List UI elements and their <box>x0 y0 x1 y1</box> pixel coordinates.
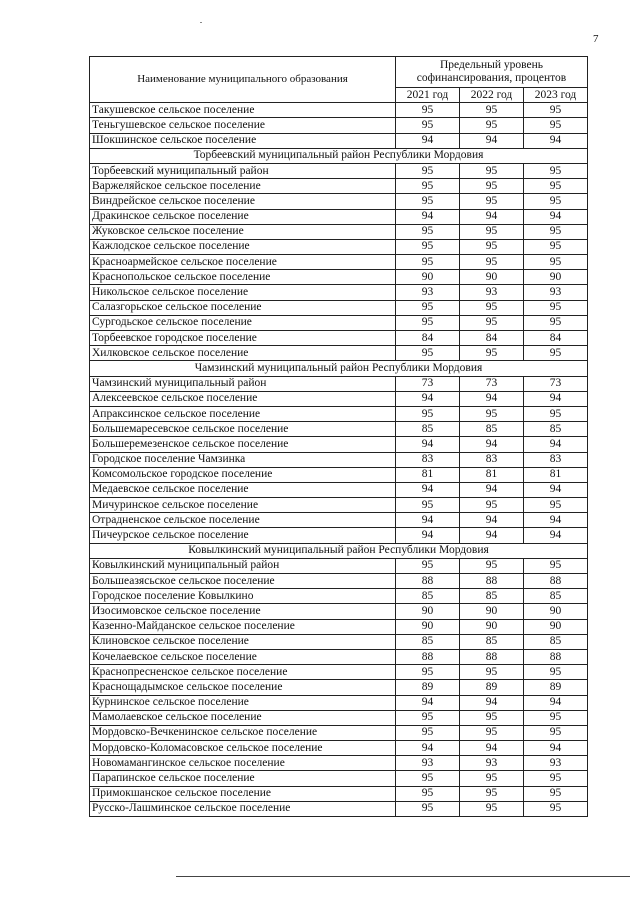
value-2023: 94 <box>524 695 588 710</box>
value-2021: 95 <box>396 498 460 513</box>
table-row <box>90 118 588 133</box>
value-2022: 95 <box>460 255 524 270</box>
value-2021: 94 <box>396 482 460 497</box>
value-2021: 95 <box>396 406 460 421</box>
municipality-name: Красноармейское сельское поселение <box>90 255 396 270</box>
value-2021: 81 <box>396 467 460 482</box>
value-2021: 90 <box>396 619 460 634</box>
value-2023: 95 <box>524 118 588 133</box>
value-2022: 94 <box>460 133 524 148</box>
value-2022: 93 <box>460 285 524 300</box>
value-2021: 95 <box>396 315 460 330</box>
value-2023: 85 <box>524 422 588 437</box>
value-2023: 95 <box>524 194 588 209</box>
municipality-name: Хилковское сельское поселение <box>90 346 396 361</box>
value-2021: 88 <box>396 574 460 589</box>
value-2021: 95 <box>396 771 460 786</box>
value-2023: 95 <box>524 786 588 801</box>
value-2022: 84 <box>460 331 524 346</box>
table-row <box>90 422 588 437</box>
municipality-name: Дракинское сельское поселение <box>90 209 396 224</box>
table-row <box>90 270 588 285</box>
municipality-name: Большеремезенское сельское поселение <box>90 437 396 452</box>
value-2021: 93 <box>396 756 460 771</box>
table-row <box>90 133 588 148</box>
value-2023: 95 <box>524 498 588 513</box>
value-2021: 95 <box>396 194 460 209</box>
municipality-name: Теньгушевское сельское поселение <box>90 118 396 133</box>
value-2021: 93 <box>396 285 460 300</box>
value-2022: 85 <box>460 589 524 604</box>
table-row <box>90 224 588 239</box>
municipality-name: Такушевское сельское поселение <box>90 103 396 118</box>
table-row <box>90 315 588 330</box>
table-row <box>90 649 588 664</box>
value-2023: 94 <box>524 209 588 224</box>
value-2021: 88 <box>396 649 460 664</box>
table-row <box>90 498 588 513</box>
value-2023: 95 <box>524 179 588 194</box>
value-2021: 95 <box>396 224 460 239</box>
value-2022: 89 <box>460 680 524 695</box>
value-2022: 94 <box>460 695 524 710</box>
table-row <box>90 255 588 270</box>
value-2023: 95 <box>524 255 588 270</box>
value-2022: 73 <box>460 376 524 391</box>
value-2021: 94 <box>396 437 460 452</box>
value-2021: 85 <box>396 634 460 649</box>
value-2021: 84 <box>396 331 460 346</box>
municipality-name: Ковылкинский муниципальный район <box>90 558 396 573</box>
value-2022: 95 <box>460 771 524 786</box>
value-2023: 95 <box>524 163 588 178</box>
municipality-name: Отрадненское сельское поселение <box>90 513 396 528</box>
municipality-name: Большеазясьское сельское поселение <box>90 574 396 589</box>
table-row <box>90 346 588 361</box>
municipality-name: Краснопольское сельское поселение <box>90 270 396 285</box>
value-2022: 95 <box>460 498 524 513</box>
value-2022: 90 <box>460 604 524 619</box>
value-2021: 95 <box>396 801 460 816</box>
value-2021: 73 <box>396 376 460 391</box>
table-row <box>90 300 588 315</box>
table-row <box>90 771 588 786</box>
municipality-name: Большемаресевское сельское поселение <box>90 422 396 437</box>
value-2022: 90 <box>460 619 524 634</box>
value-2023: 94 <box>524 513 588 528</box>
value-2023: 95 <box>524 103 588 118</box>
table-row <box>90 528 588 543</box>
value-2022: 94 <box>460 391 524 406</box>
municipality-name: Изосимовское сельское поселение <box>90 604 396 619</box>
table-row <box>90 680 588 695</box>
value-2022: 94 <box>460 528 524 543</box>
table-row <box>90 710 588 725</box>
municipality-name: Комсомольское городское поселение <box>90 467 396 482</box>
value-2023: 94 <box>524 437 588 452</box>
value-2022: 95 <box>460 346 524 361</box>
table-row <box>90 589 588 604</box>
municipality-column-header: Наименование муниципального образования <box>90 57 396 103</box>
table-row <box>90 391 588 406</box>
table-row <box>90 665 588 680</box>
value-2023: 88 <box>524 574 588 589</box>
municipality-name: Городское поселение Ковылкино <box>90 589 396 604</box>
value-2023: 95 <box>524 239 588 254</box>
table-row <box>90 452 588 467</box>
value-2023: 85 <box>524 634 588 649</box>
value-2022: 90 <box>460 270 524 285</box>
table-row <box>90 376 588 391</box>
value-2023: 90 <box>524 619 588 634</box>
table-row <box>90 194 588 209</box>
value-2021: 94 <box>396 741 460 756</box>
table-row <box>90 558 588 573</box>
value-2023: 95 <box>524 315 588 330</box>
municipality-name: Краснощадымское сельское поселение <box>90 680 396 695</box>
year-2021-header: 2021 год <box>396 88 460 103</box>
section-header-row <box>90 361 588 376</box>
value-2023: 95 <box>524 558 588 573</box>
cofinancing-table <box>89 56 588 817</box>
value-2021: 95 <box>396 255 460 270</box>
value-2022: 95 <box>460 665 524 680</box>
value-2022: 95 <box>460 558 524 573</box>
value-2022: 95 <box>460 315 524 330</box>
value-2023: 89 <box>524 680 588 695</box>
section-title: Торбеевский муниципальный район Республики Мордовия <box>90 148 588 163</box>
value-2023: 93 <box>524 285 588 300</box>
municipality-name: Кажлодское сельское поселение <box>90 239 396 254</box>
value-2023: 93 <box>524 756 588 771</box>
municipality-name: Курнинское сельское поселение <box>90 695 396 710</box>
municipality-name: Мордовско-Вечкенинское сельское поселение <box>90 725 396 740</box>
table-row <box>90 725 588 740</box>
municipality-name: Торбеевское городское поселение <box>90 331 396 346</box>
value-2022: 95 <box>460 163 524 178</box>
value-2023: 95 <box>524 224 588 239</box>
value-2021: 85 <box>396 589 460 604</box>
municipality-name: Салазгорьское сельское поселение <box>90 300 396 315</box>
table-row <box>90 331 588 346</box>
municipality-name: Апраксинское сельское поселение <box>90 406 396 421</box>
value-2023: 83 <box>524 452 588 467</box>
value-2023: 94 <box>524 482 588 497</box>
value-2022: 94 <box>460 513 524 528</box>
value-2022: 85 <box>460 422 524 437</box>
section-title: Чамзинский муниципальный район Республики Мордовия <box>90 361 588 376</box>
value-2022: 95 <box>460 406 524 421</box>
municipality-name: Русско-Лашминское сельское поселение <box>90 801 396 816</box>
value-2021: 95 <box>396 725 460 740</box>
value-2022: 95 <box>460 710 524 725</box>
value-2022: 88 <box>460 649 524 664</box>
table-row <box>90 239 588 254</box>
municipality-name: Чамзинский муниципальный район <box>90 376 396 391</box>
value-2022: 95 <box>460 801 524 816</box>
section-header-row <box>90 543 588 558</box>
value-2023: 94 <box>524 391 588 406</box>
municipality-name: Виндрейское сельское поселение <box>90 194 396 209</box>
table-row <box>90 285 588 300</box>
value-2021: 95 <box>396 665 460 680</box>
section-title: Ковылкинский муниципальный район Республики Мордовия <box>90 543 588 558</box>
value-2023: 94 <box>524 741 588 756</box>
table-row <box>90 741 588 756</box>
value-2021: 95 <box>396 558 460 573</box>
table-row <box>90 574 588 589</box>
value-2021: 95 <box>396 163 460 178</box>
value-2021: 83 <box>396 452 460 467</box>
value-2021: 90 <box>396 604 460 619</box>
value-2023: 95 <box>524 725 588 740</box>
municipality-name: Мордовско-Коломасовское сельское поселение <box>90 741 396 756</box>
value-2023: 95 <box>524 771 588 786</box>
municipality-name: Шокшинское сельское поселение <box>90 133 396 148</box>
municipality-name: Новомамангинское сельское поселение <box>90 756 396 771</box>
value-2022: 95 <box>460 786 524 801</box>
municipality-name: Краснопресненское сельское поселение <box>90 665 396 680</box>
municipality-name: Алексеевское сельское поселение <box>90 391 396 406</box>
municipality-name: Кочелаевское сельское поселение <box>90 649 396 664</box>
value-2023: 85 <box>524 589 588 604</box>
cofinancing-level-header: Предельный уровень софинансирования, процентов <box>396 57 588 88</box>
value-2021: 95 <box>396 710 460 725</box>
value-2021: 85 <box>396 422 460 437</box>
value-2021: 89 <box>396 680 460 695</box>
value-2021: 94 <box>396 209 460 224</box>
municipality-name: Мичуринское сельское поселение <box>90 498 396 513</box>
value-2022: 94 <box>460 482 524 497</box>
table-row <box>90 634 588 649</box>
table-row <box>90 786 588 801</box>
table-row <box>90 103 588 118</box>
table-row <box>90 163 588 178</box>
municipality-name: Мамолаевское сельское поселение <box>90 710 396 725</box>
table-row <box>90 406 588 421</box>
table-body <box>90 103 588 817</box>
value-2022: 83 <box>460 452 524 467</box>
value-2023: 90 <box>524 604 588 619</box>
value-2022: 95 <box>460 118 524 133</box>
value-2023: 90 <box>524 270 588 285</box>
value-2023: 73 <box>524 376 588 391</box>
value-2021: 95 <box>396 118 460 133</box>
value-2023: 95 <box>524 801 588 816</box>
municipality-name: Парапинское сельское поселение <box>90 771 396 786</box>
value-2021: 95 <box>396 300 460 315</box>
table-row <box>90 604 588 619</box>
value-2021: 94 <box>396 133 460 148</box>
value-2023: 95 <box>524 300 588 315</box>
value-2023: 84 <box>524 331 588 346</box>
table-row <box>90 482 588 497</box>
municipality-name: Пичеурское сельское поселение <box>90 528 396 543</box>
municipality-name: Торбеевский муниципальный район <box>90 163 396 178</box>
table-row <box>90 467 588 482</box>
value-2022: 95 <box>460 300 524 315</box>
municipality-name: Примокшанское сельское поселение <box>90 786 396 801</box>
value-2022: 94 <box>460 437 524 452</box>
table-row <box>90 209 588 224</box>
table-header <box>90 57 588 103</box>
value-2023: 95 <box>524 406 588 421</box>
table-row <box>90 756 588 771</box>
municipality-name: Казенно-Майданское сельское поселение <box>90 619 396 634</box>
municipality-name: Варжеляйское сельское поселение <box>90 179 396 194</box>
value-2022: 93 <box>460 756 524 771</box>
table-row <box>90 513 588 528</box>
value-2021: 95 <box>396 239 460 254</box>
footer-rule <box>176 876 630 877</box>
value-2023: 95 <box>524 346 588 361</box>
municipality-name: Медаевское сельское поселение <box>90 482 396 497</box>
value-2022: 81 <box>460 467 524 482</box>
value-2022: 88 <box>460 574 524 589</box>
year-2023-header: 2023 год <box>524 88 588 103</box>
municipality-name: Жуковское сельское поселение <box>90 224 396 239</box>
page-number: 7 <box>593 33 599 45</box>
value-2021: 94 <box>396 695 460 710</box>
section-header-row <box>90 148 588 163</box>
value-2022: 95 <box>460 179 524 194</box>
value-2021: 95 <box>396 346 460 361</box>
municipality-name: Сургодьское сельское поселение <box>90 315 396 330</box>
value-2023: 81 <box>524 467 588 482</box>
municipality-name: Клиновское сельское поселение <box>90 634 396 649</box>
scan-mark <box>200 22 202 23</box>
table-row <box>90 437 588 452</box>
table-row <box>90 179 588 194</box>
value-2021: 94 <box>396 391 460 406</box>
value-2022: 85 <box>460 634 524 649</box>
year-2022-header: 2022 год <box>460 88 524 103</box>
table-row <box>90 801 588 816</box>
value-2023: 88 <box>524 649 588 664</box>
value-2021: 94 <box>396 513 460 528</box>
value-2022: 95 <box>460 239 524 254</box>
table-row <box>90 695 588 710</box>
value-2022: 95 <box>460 725 524 740</box>
value-2022: 95 <box>460 103 524 118</box>
municipality-name: Никольское сельское поселение <box>90 285 396 300</box>
value-2022: 94 <box>460 209 524 224</box>
value-2022: 95 <box>460 194 524 209</box>
value-2021: 90 <box>396 270 460 285</box>
value-2021: 95 <box>396 103 460 118</box>
value-2021: 94 <box>396 528 460 543</box>
value-2021: 95 <box>396 786 460 801</box>
value-2023: 95 <box>524 710 588 725</box>
table-row <box>90 619 588 634</box>
value-2022: 94 <box>460 741 524 756</box>
value-2023: 95 <box>524 665 588 680</box>
value-2023: 94 <box>524 528 588 543</box>
value-2021: 95 <box>396 179 460 194</box>
value-2022: 95 <box>460 224 524 239</box>
municipality-name: Городское поселение Чамзинка <box>90 452 396 467</box>
value-2023: 94 <box>524 133 588 148</box>
